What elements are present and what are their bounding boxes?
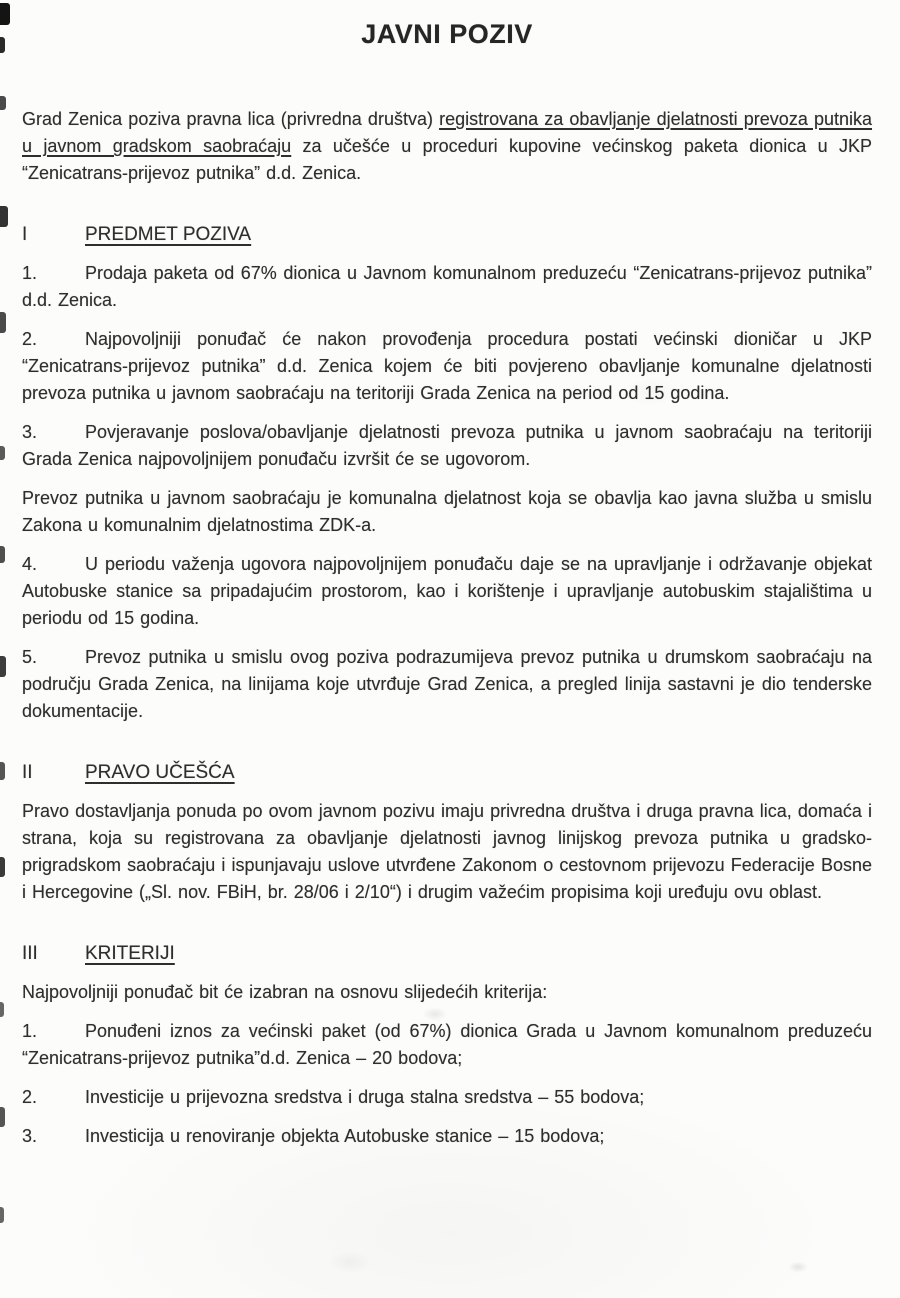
scan-artifact: [0, 446, 5, 460]
numbered-item: [22, 326, 872, 407]
intro-text-post: za učešće u proceduri kupovine većinskog paketa dionica u JKP “Zenicatrans-prijevoz putnika” d.d. Zenica.: [22, 136, 872, 183]
section-numeral: I: [22, 224, 28, 245]
numbered-item: [22, 260, 872, 314]
section-numeral: III: [22, 943, 38, 964]
scan-artifact: [0, 857, 5, 877]
item-number: 5.: [22, 647, 38, 667]
numbered-item: [22, 551, 872, 632]
item-text: Investicija u renoviranje objekta Autobuske stanice – 15 bodova;: [85, 1126, 605, 1146]
item-text: Najpovoljniji ponuđač će nakon provođenja procedura postati većinski dioničar u JKP “Zenicatrans-prijevoz putnika” d.d. Zenica kojem će biti povjereno obavljanje komunalne djelatnosti prevoza putnika u javnom saobraćaju na teritoriji Grada Zenica na period od 15 godina.: [22, 329, 872, 403]
item-number: 3.: [22, 422, 38, 442]
item-number: 2.: [22, 1087, 38, 1107]
scan-artifact: [0, 546, 5, 563]
scan-artifact: [0, 1107, 5, 1127]
section-title: PRAVO UČEŠĆA: [85, 762, 235, 783]
item-text: U periodu važenja ugovora najpovoljnijem ponuđaču daje se na upravljanje i održavanje objekat Autobuske stanice sa pripadajućim prostorom, kao i korištenje i upravljanje autobuskim stajalištima u periodu od 15 godina.: [22, 554, 872, 628]
intro-paragraph: [22, 106, 872, 187]
intro-text-pre: Grad Zenica poziva pravna lica (privredna društva): [22, 109, 440, 129]
numbered-item: [22, 644, 872, 725]
section-title: PREDMET POZIVA: [85, 224, 252, 245]
numbered-item: [22, 1084, 872, 1111]
scan-artifact: [0, 3, 10, 25]
section-title: KRITERIJI: [85, 943, 175, 964]
section-heading-kriteriji: [22, 940, 872, 967]
scan-artifact: [0, 762, 5, 780]
scan-artifact: [0, 1207, 4, 1223]
item-text: Prevoz putnika u smislu ovog poziva podrazumijeva prevoz putnika u drumskom saobraćaju na području Grada Zenica, na linijama koje utvrđuje Grad Zenica, a pregled linija sastavni je dio tenderske dokumentacije.: [22, 647, 872, 721]
page-title: JAVNI POZIV: [361, 19, 533, 49]
item-text: Prodaja paketa od 67% dionica u Javnom komunalnom preduzeću “Zenicatrans-prijevoz putnika” d.d. Zenica.: [22, 263, 872, 310]
item-number: 3.: [22, 1126, 38, 1146]
scan-artifact: [0, 312, 6, 333]
scan-artifact: [0, 1002, 4, 1017]
section-body-paragraph: Pravo dostavljanja ponuda po ovom javnom pozivu imaju privredna društva i druga pravna lica, domaća i strana, koja su registrovana za obavljanje djelatnosti javnog linijskog prevoza putnika u gradsko-prigradskom saobraćaju i ispunjavaju uslove utvrđene Zakonom o cestovnom prijevozu Federacije Bosne i Hercegovine („Sl. nov. FBiH, br. 28/06 i 2/10“) i drugim važećim propisima koji uređuju ovu oblast.: [22, 801, 872, 902]
section-heading-predmet-poziva: [22, 221, 872, 248]
item-number: 1.: [22, 263, 38, 283]
scan-artifact: [0, 656, 6, 677]
intro-underlined-phrase: registrovana za obavljanje djelatnosti prevoza putnika u javnom gradskom saobraćaju: [22, 109, 873, 156]
section-numeral: II: [22, 762, 33, 783]
item-text: Povjeravanje poslova/obavljanje djelatnosti prevoza putnika u javnom saobraćaju na teritoriji Grada Zenica najpovoljnijem ponuđaču izvršit će se ugovorom.: [22, 422, 872, 469]
numbered-item: [22, 419, 872, 473]
scan-artifact: [0, 206, 8, 227]
item-number: 2.: [22, 329, 38, 349]
criteria-lead-paragraph: Najpovoljniji ponuđač bit će izabran na osnovu slijedećih kriterija:: [22, 982, 548, 1002]
numbered-item: [22, 1123, 872, 1150]
item-text: Investicije u prijevozna sredstva i druga stalna sredstva – 55 bodova;: [85, 1087, 645, 1107]
numbered-item: [22, 1018, 872, 1072]
item-text: Ponuđeni iznos za većinski paket (od 67%) dionica Grada u Javnom komunalnom preduzeću “Zenicatrans-prijevoz putnika”d.d. Zenica – 20 bodova;: [22, 1021, 872, 1068]
note-paragraph: Prevoz putnika u javnom saobraćaju je komunalna djelatnost koja se obavlja kao javna služba u smislu Zakona u komunalnim djelatnostima ZDK-a.: [22, 488, 872, 535]
item-number: 1.: [22, 1021, 38, 1041]
scan-artifact: [0, 96, 6, 110]
scan-artifact: [0, 37, 5, 53]
item-number: 4.: [22, 554, 38, 574]
section-heading-pravo-ucesca: [22, 759, 872, 786]
